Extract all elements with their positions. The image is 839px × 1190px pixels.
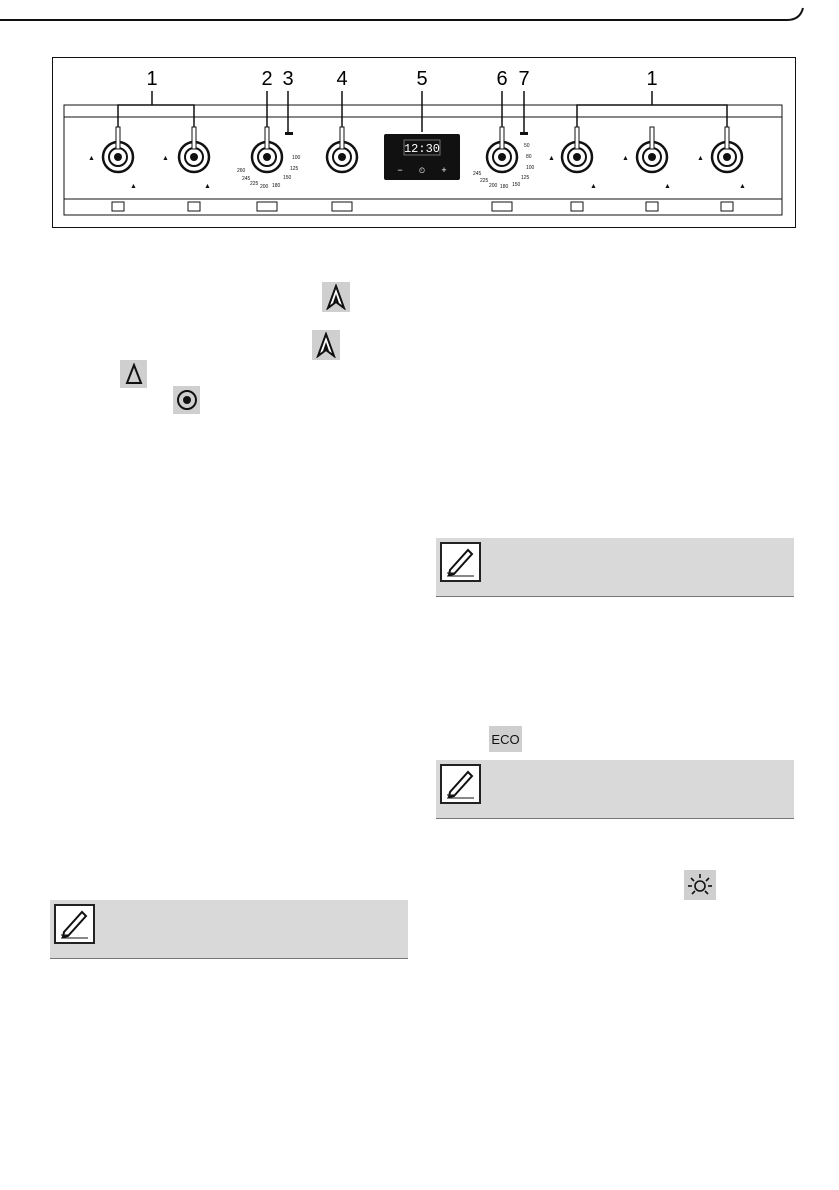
svg-text:▲: ▲ (664, 183, 671, 190)
pencil-note-icon (440, 542, 481, 582)
svg-text:80: 80 (526, 154, 532, 160)
note-box-1 (436, 538, 794, 597)
svg-text:245: 245 (242, 176, 251, 182)
eco-icon (489, 726, 522, 752)
burner-min-icon (120, 360, 147, 388)
callout-5: 5 (416, 68, 428, 90)
burner-max-icon (322, 282, 350, 312)
callout-4: 4 (336, 68, 348, 90)
display-time: 12:30 (403, 142, 441, 156)
header-rule (0, 0, 839, 30)
svg-text:245: 245 (473, 171, 482, 177)
lamp-icon (684, 870, 716, 900)
svg-text:▲: ▲ (204, 183, 211, 190)
callout-7: 7 (518, 68, 530, 90)
svg-text:200: 200 (489, 183, 498, 189)
svg-text:▲: ▲ (130, 183, 137, 190)
svg-text:100: 100 (292, 155, 301, 161)
svg-text:▲: ▲ (739, 183, 746, 190)
svg-text:50: 50 (524, 143, 530, 149)
callout-1-right: 1 (646, 68, 658, 90)
svg-text:▲: ▲ (162, 155, 169, 162)
svg-text:180: 180 (272, 183, 281, 189)
svg-text:100: 100 (526, 165, 535, 171)
svg-text:225: 225 (480, 178, 489, 184)
eco-label: ECO (491, 731, 520, 747)
svg-text:▲: ▲ (548, 155, 555, 162)
ignition-dot-icon (173, 386, 200, 414)
svg-text:150: 150 (283, 175, 292, 181)
pencil-note-icon (54, 904, 95, 944)
callout-6: 6 (496, 68, 508, 90)
display-clock: ⏲ (418, 166, 426, 175)
callout-3: 3 (282, 68, 294, 90)
svg-text:▲: ▲ (622, 155, 629, 162)
svg-text:150: 150 (512, 182, 521, 188)
svg-text:260: 260 (237, 168, 246, 174)
svg-text:180: 180 (500, 184, 509, 190)
display-minus: − (397, 165, 403, 175)
svg-text:125: 125 (521, 175, 530, 181)
callout-1-left: 1 (146, 68, 158, 90)
svg-text:225: 225 (250, 181, 259, 187)
callout-2: 2 (261, 68, 273, 90)
svg-text:▲: ▲ (88, 155, 95, 162)
svg-text:125: 125 (290, 166, 299, 172)
digital-display (384, 134, 460, 180)
note-box-2 (436, 760, 794, 819)
svg-text:200: 200 (260, 184, 269, 190)
pencil-note-icon (440, 764, 481, 804)
note-box-3 (50, 900, 408, 959)
control-panel-diagram (52, 57, 796, 228)
display-plus: + (441, 165, 447, 175)
svg-text:▲: ▲ (590, 183, 597, 190)
burner-max-icon-2 (312, 330, 340, 360)
svg-text:▲: ▲ (697, 155, 704, 162)
